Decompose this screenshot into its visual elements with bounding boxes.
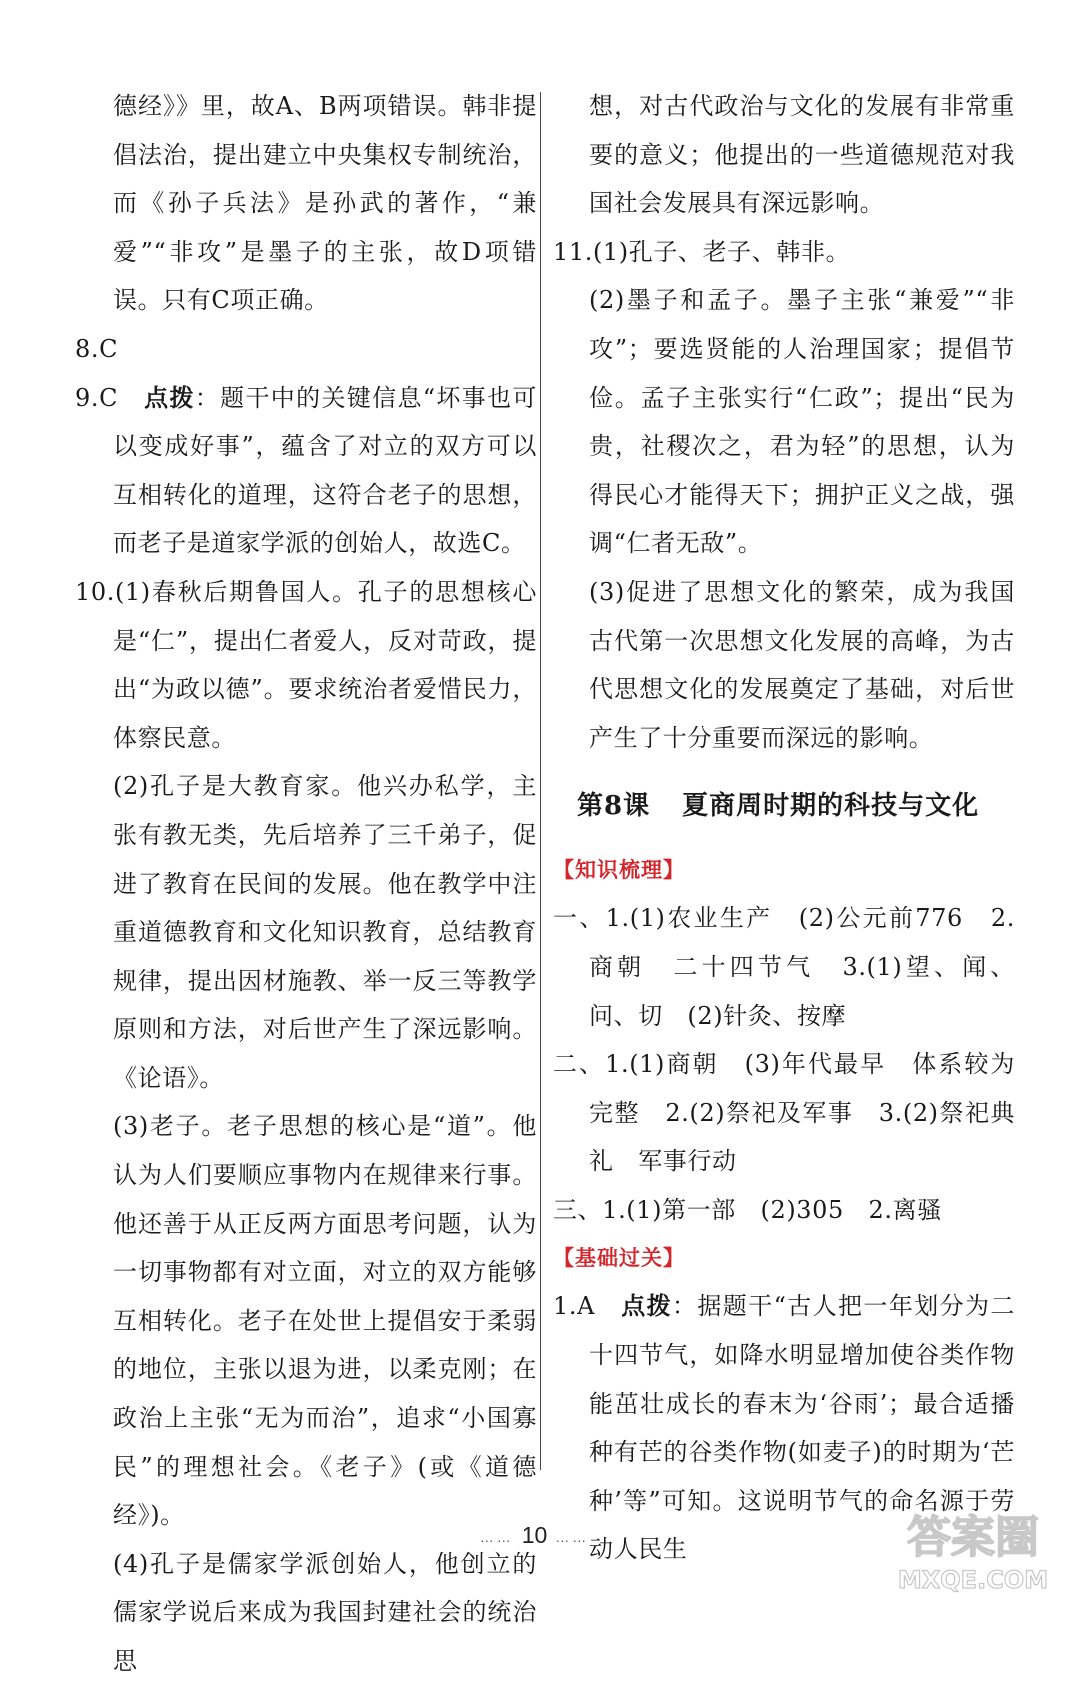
answer-10-part4: (4)孔子是儒家学派创始人，他创立的儒家学说后来成为我国封建社会的统治思 (113, 1549, 537, 1675)
basic-answer-1-text: ：据题干“古人把一年划分为二十四节气，如降水明显增加使谷类作物能茁壮成长的春末为‘谷雨’；最合适播种有芒的谷类作物(如麦子)的时期为‘芒种’等”可知。这说明节气的命名源于劳动人民生 (589, 1292, 1015, 1564)
lesson-title: 夏商周时期的科技与文化 (682, 791, 980, 822)
answer-10-part4-continued: 想，对古代政治与文化的发展有非常重要的意义；他提出的一些道德规范对我国社会发展具有深远影响。 (589, 92, 1015, 218)
page-number: 10 (521, 1522, 548, 1548)
knowledge-part-3: 三、1.(1)第一部 (2)305 2.离骚 (553, 1195, 942, 1224)
footer-dots-left: …… (479, 1528, 514, 1545)
section-tag-basic: 【基础过关】 (553, 1245, 685, 1271)
basic-answer-1-hint-label: 点拨 (621, 1291, 673, 1321)
column-divider (540, 92, 541, 1470)
knowledge-part-2: 二、1.(1)商朝 (3)年代最早 体系较为完整 2.(2)祭祀及军事 3.(2)祭祀典礼 军事行动 (553, 1050, 1015, 1176)
watermark-text-domain: MXQE.COM (897, 1566, 1049, 1594)
lesson-heading (553, 784, 1015, 828)
basic-answer-1-prefix: 1.A (553, 1292, 622, 1321)
answer-11-part1: 11.(1)孔子、老子、韩非。 (553, 237, 851, 266)
answer-10-part1: 10.(1)春秋后期鲁国人。孔子的思想核心是“仁”，提出仁者爱人，反对苛政，提出“为政以德”。要求统治者爱惜民力，体察民意。 (75, 577, 537, 752)
answer-11-part3: (3)促进了思想文化的繁荣，成为我国古代第一次思想文化发展的高峰，为古代思想文化的发展奠定了基础，对后世产生了十分重要而深远的影响。 (589, 577, 1015, 752)
answer-9 (75, 374, 537, 568)
left-continuation-text: 德经》》里，故A、B两项错误。韩非提倡法治，提出建立中央集权专制统治，而《孙子兵法》是孙武的著作，“兼爱”“非攻”是墨子的主张，故D项错误。只有C项正确。 (113, 92, 537, 315)
left-column (75, 82, 537, 1686)
answer-10-part2: (2)孔子是大教育家。他兴办私学，主张有教无类，先后培养了三千弟子，促进了教育在民间的发展。他在教学中注重道德教育和文化知识教育，总结教育规律，提出因材施教、举一反三等教学原则和方法，对后世产生了深远影响。《论语》。 (113, 772, 537, 1092)
right-column (553, 82, 1015, 1574)
footer-dots-right: …… (555, 1528, 590, 1545)
answer-9-hint-label: 点拨 (144, 382, 195, 412)
knowledge-part-1: 一、1.(1)农业生产 (2)公元前776 2.商朝 二十四节气 3.(1)望、闻、问、切 (2)针灸、按摩 (553, 904, 1015, 1030)
answer-9-text: ：题干中的关键信息“坏事也可以变成好事”，蕴含了对立的双方可以互相转化的道理，这符合老子的思想，而老子是道家学派的创始人，故选C。 (113, 383, 538, 558)
answer-8: 8.C (75, 334, 119, 363)
watermark-logo (884, 1500, 1062, 1596)
watermark-text-main: 答案圈 (907, 1512, 1039, 1563)
lesson-number: 第8课 (577, 791, 651, 822)
section-tag-knowledge: 【知识梳理】 (553, 857, 685, 883)
answer-11-part2: (2)墨子和孟子。墨子主张“兼爱”“非攻”；要选贤能的人治理国家；提倡节俭。孟子主张实行“仁政”；提出“民为贵，社稷次之，君为轻”的思想，认为得民心才能得天下；拥护正义之战，强调“仁者无敌”。 (589, 286, 1015, 558)
answer-9-prefix: 9.C (75, 383, 145, 412)
answer-10-part3: (3)老子。老子思想的核心是“道”。他认为人们要顺应事物内在规律来行事。他还善于从正反两方面思考问题，认为一切事物都有对立面，对立的双方能够互相转化。老子在处世上提倡安于柔弱的地位，主张以退为进，以柔克刚；在政治上主张“无为而治”，追求“小国寡民”的理想社会。《老子》(或《道德经》)。 (113, 1112, 537, 1530)
